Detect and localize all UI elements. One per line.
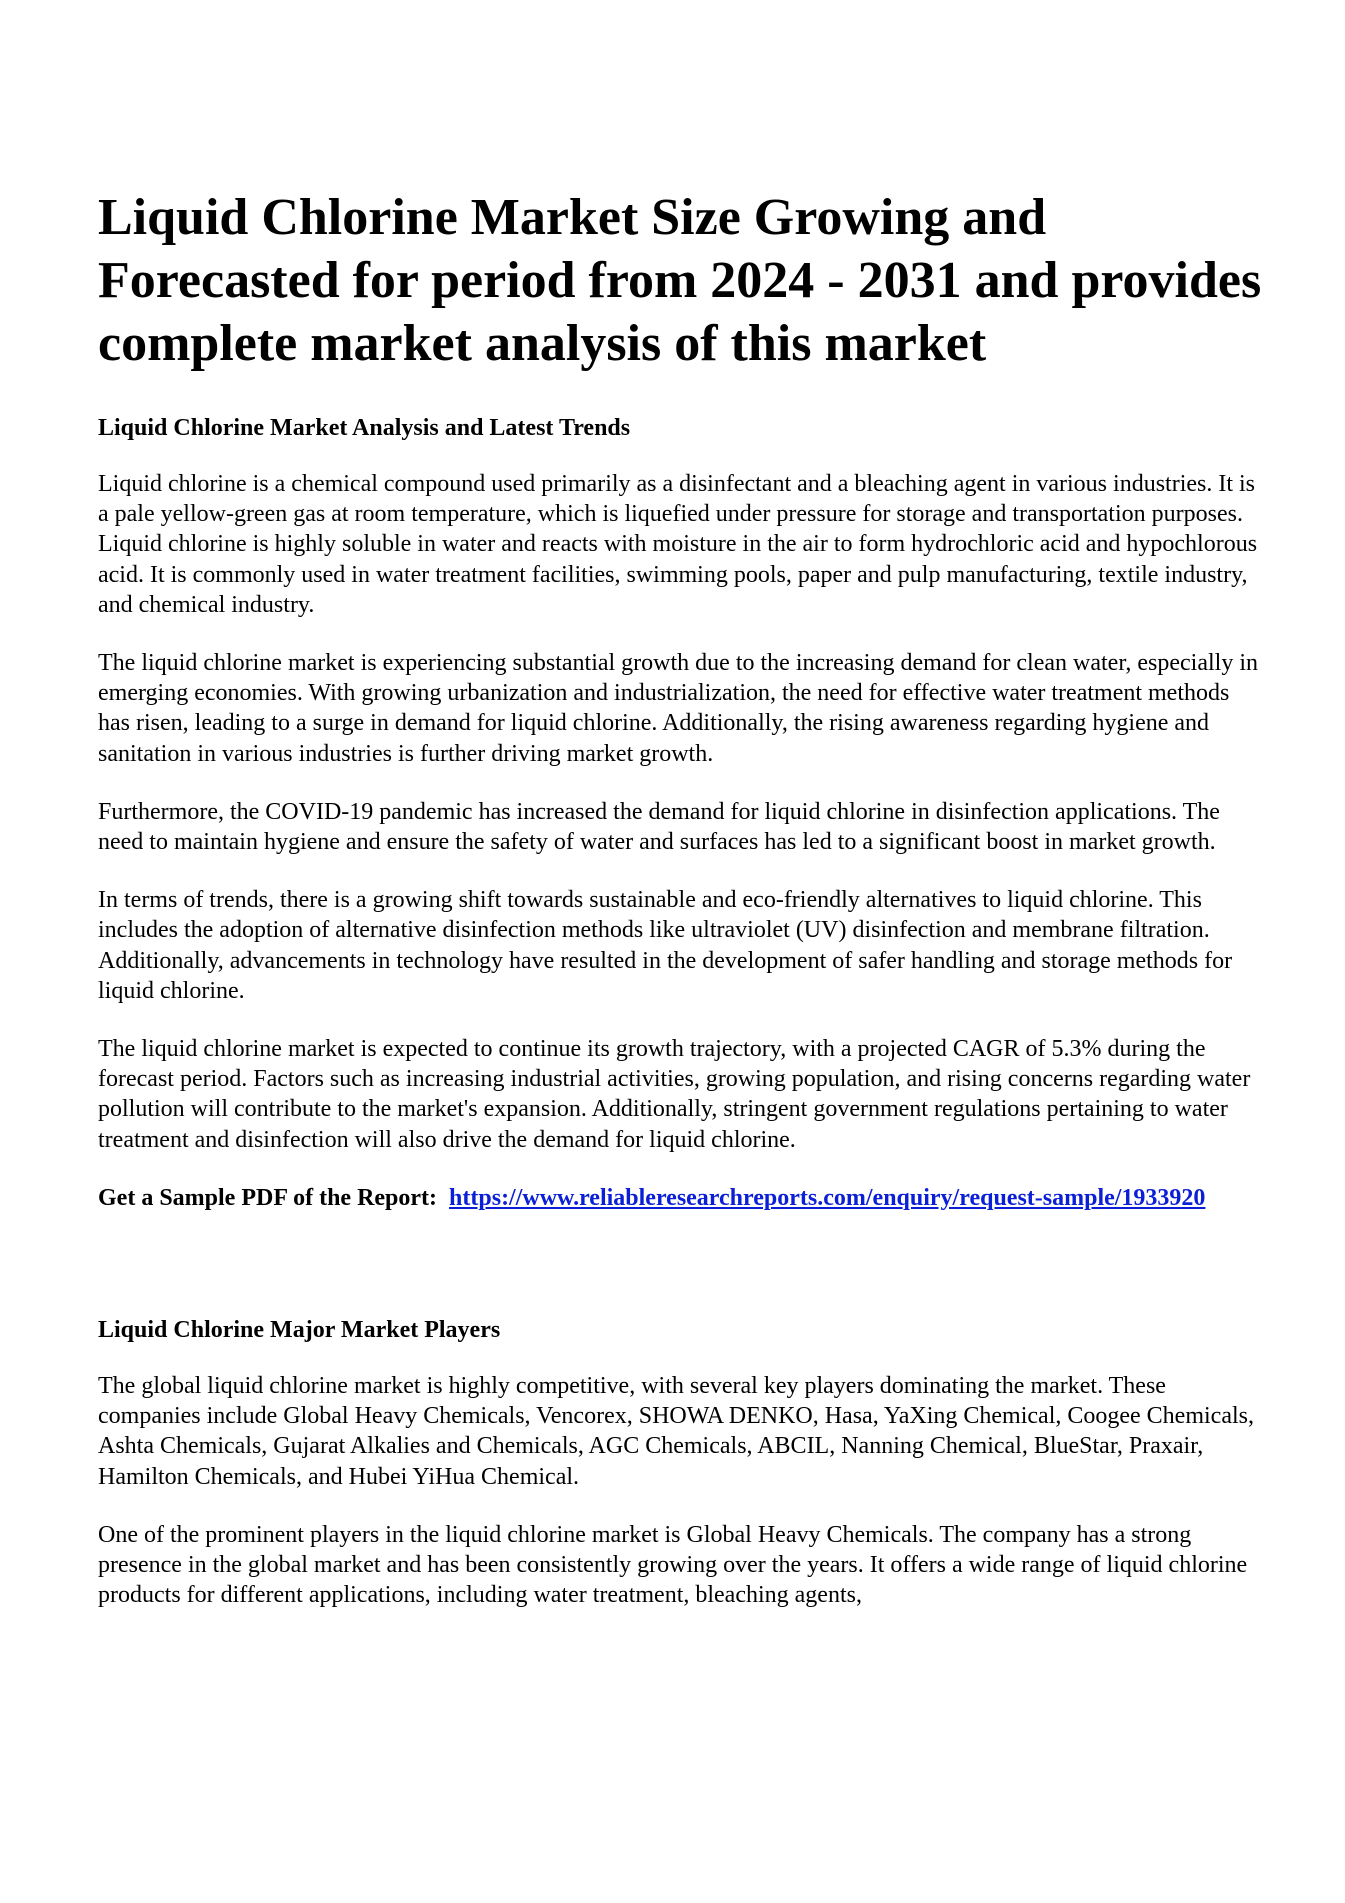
document-page (98, 186, 1266, 1638)
sample-pdf-link[interactable]: https://www.reliableresearchreports.com/enquiry/request-sample/1933920 (449, 1184, 1206, 1211)
paragraph: Liquid chlorine is a chemical compound used primarily as a disinfectant and a bleaching agent in various industries. It is a pale yellow-green gas at room temperature, which is liquefied under pressure for storage and transportation purposes. Liquid chlorine is highly soluble in water and reacts with moisture in the air to form hydrochloric acid and hypochlorous acid. It is commonly used in water treatment facilities, swimming pools, paper and pulp manufacturing, textile industry, and chemical industry. (98, 471, 1258, 618)
paragraph: Furthermore, the COVID-19 pandemic has increased the demand for liquid chlorine in disinfection applications. The need to maintain hygiene and ensure the safety of water and surfaces has led to a significant boost in market growth. (98, 798, 1220, 856)
document-title: Liquid Chlorine Market Size Growing and Forecasted for period from 2024 - 2031 and provides complete market analysis of this market (98, 189, 1262, 372)
sample-pdf-line (98, 1183, 1266, 1213)
paragraph: In terms of trends, there is a growing shift towards sustainable and eco-friendly alternatives to liquid chlorine. This includes the adoption of alternative disinfection methods like ultraviolet (UV) disinfection and membrane filtration. Additionally, advancements in technology have resulted in the development of safer handling and storage methods for liquid chlorine. (98, 887, 1233, 1004)
sample-pdf-label: Get a Sample PDF of the Report: (98, 1184, 438, 1211)
section-heading-players: Liquid Chlorine Major Market Players (98, 1317, 501, 1344)
section-heading-analysis: Liquid Chlorine Market Analysis and Latest Trends (98, 415, 631, 441)
paragraph: The liquid chlorine market is experiencing substantial growth due to the increasing demand for clean water, especially in emerging economies. With growing urbanization and industrialization, the need for effective water treatment methods has risen, leading to a surge in demand for liquid chlorine. Additionally, the rising awareness regarding hygiene and sanitation in various industries is further driving market growth. (98, 650, 1258, 767)
paragraph: The liquid chlorine market is expected to continue its growth trajectory, with a projected CAGR of 5.3% during the forecast period. Factors such as increasing industrial activities, growing population, and rising concerns regarding water pollution will contribute to the market's expansion. Additionally, stringent government regulations pertaining to water treatment and disinfection will also drive the demand for liquid chlorine. (98, 1036, 1251, 1153)
paragraph: The global liquid chlorine market is highly competitive, with several key players dominating the market. These companies include Global Heavy Chemicals, Vencorex, SHOWA DENKO, Hasa, YaXing Chemical, Coogee Chemicals, Ashta Chemicals, Gujarat Alkalies and Chemicals, AGC Chemicals, ABCIL, Nanning Chemical, BlueStar, Praxair, Hamilton Chemicals, and Hubei YiHua Chemical. (98, 1373, 1254, 1490)
paragraph: One of the prominent players in the liquid chlorine market is Global Heavy Chemicals. The company has a strong presence in the global market and has been consistently growing over the years. It offers a wide range of liquid chlorine products for different applications, including water treatment, bleaching agents, (98, 1521, 1248, 1609)
